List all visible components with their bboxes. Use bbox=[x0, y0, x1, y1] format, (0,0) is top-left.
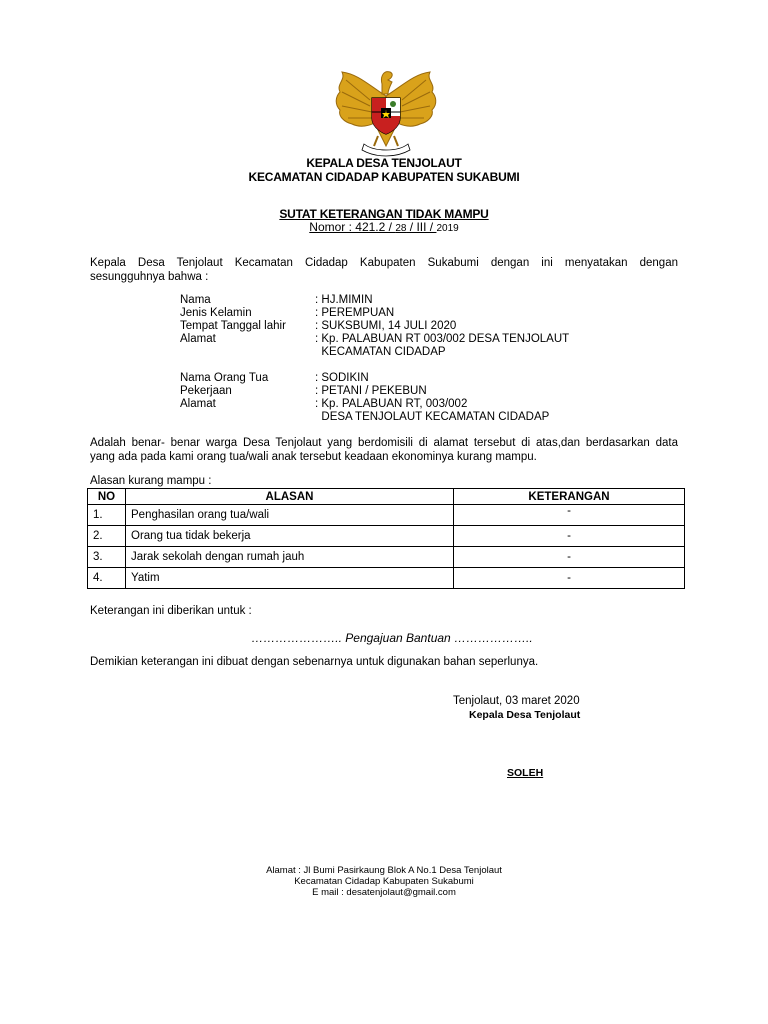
footer-email: E mail : desatenjolaut@gmail.com bbox=[312, 887, 456, 898]
intro-text-continued: sesungguhnya bahwa : bbox=[90, 271, 209, 283]
row-no: 2. bbox=[88, 526, 126, 547]
row-no: 4. bbox=[88, 568, 126, 589]
header-alasan: ALASAN bbox=[126, 489, 454, 505]
header-subtitle: KECAMATAN CIDADAP KABUPATEN SUKABUMI bbox=[248, 170, 520, 184]
row-no: 1. bbox=[88, 505, 126, 526]
purpose-text: ………………….. Pengajuan Bantuan ……………….. bbox=[251, 631, 533, 645]
purpose-label: Keterangan ini diberikan untuk : bbox=[90, 605, 252, 617]
table-row bbox=[88, 547, 685, 568]
table-header-row bbox=[88, 489, 685, 505]
reasons-label: Alasan kurang mampu : bbox=[90, 475, 212, 487]
footer-address: Alamat : Jl Bumi Pasirkaung Blok A No.1 Desa Tenjolaut bbox=[266, 865, 502, 876]
letter-number: Nomor : 421.2 / 28 / III / 2019 bbox=[309, 220, 459, 234]
garuda-emblem-icon bbox=[330, 66, 442, 161]
intro-text: Kepala Desa Tenjolaut Kecamatan Cidadap Kabupaten Sukabumi dengan ini menyatakan dengan bbox=[90, 257, 678, 269]
statement-text: Adalah benar- benar warga Desa Tenjolaut yang berdomisili di alamat tersebut di atas,dan berdasarkan data bbox=[90, 437, 678, 449]
row-alasan: Orang tua tidak bekerja bbox=[126, 526, 454, 547]
signature-name: SOLEH bbox=[507, 767, 544, 779]
footer-district: Kecamatan Cidadap Kabupaten Sukabumi bbox=[294, 876, 474, 887]
signature-title: Kepala Desa Tenjolaut bbox=[469, 709, 581, 721]
header-title: KEPALA DESA TENJOLAUT bbox=[306, 156, 462, 170]
statement-text-continued: yang ada pada kami orang tua/wali anak tersebut keadaan ekonominya kurang mampu. bbox=[90, 451, 537, 463]
signature-place-date: Tenjolaut, 03 maret 2020 bbox=[453, 695, 580, 707]
table-row bbox=[88, 568, 685, 589]
row-alasan: Penghasilan orang tua/wali bbox=[126, 505, 454, 526]
row-keterangan: - bbox=[454, 505, 685, 526]
table-row bbox=[88, 505, 685, 526]
row-keterangan: - bbox=[454, 526, 685, 547]
closing-text: Demikian keterangan ini dibuat dengan sebenarnya untuk digunakan bahan seperlunya. bbox=[90, 656, 539, 668]
row-alasan: Jarak sekolah dengan rumah jauh bbox=[126, 547, 454, 568]
row-no: 3. bbox=[88, 547, 126, 568]
header-keterangan: KETERANGAN bbox=[454, 489, 685, 505]
letter-title: SUTAT KETERANGAN TIDAK MAMPU bbox=[279, 207, 489, 221]
table-row bbox=[88, 526, 685, 547]
reasons-table bbox=[87, 488, 685, 589]
row-keterangan: - bbox=[454, 568, 685, 589]
row-keterangan: - bbox=[454, 547, 685, 568]
row-alasan: Yatim bbox=[126, 568, 454, 589]
header-no: NO bbox=[88, 489, 126, 505]
